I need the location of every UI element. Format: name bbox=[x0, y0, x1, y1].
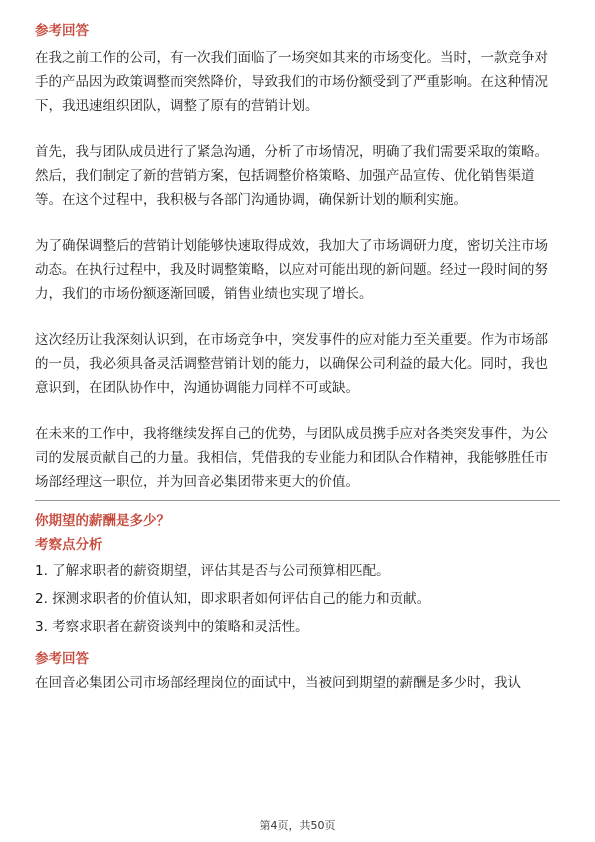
paragraph: 为了确保调整后的营销计划能够快速取得成效，我加大了市场调研力度，密切关注市场动态。在执行过程中，我及时调整策略，以应对可能出现的新问题。经过一段时间的努力，我们的市场份额逐渐回暖，销售业绩也实现了增长。 bbox=[35, 238, 548, 302]
paragraph: 这次经历让我深刻认识到，在市场竞争中，突发事件的应对能力至关重要。作为市场部的一员，我必须具备灵活调整营销计划的能力，以确保公司利益的最大化。同时，我也意识到，在团队协作中，沟通协调能力同样不可或缺。 bbox=[35, 332, 548, 396]
analysis-point: 3. 考察求职者在薪资谈判中的策略和灵活性。 bbox=[35, 619, 309, 635]
answer-label: 参考回答 bbox=[35, 23, 89, 39]
paragraph: 在未来的工作中，我将继续发挥自己的优势，与团队成员携手应对各类突发事件，为公司的发展贡献自己的力量。我相信，凭借我的专业能力和团队合作精神，我能够胜任市场部经理这一职位，并为回音必集团带来更大的价值。 bbox=[35, 426, 548, 490]
analysis-label: 考察点分析 bbox=[35, 537, 103, 553]
page-indicator: 第4页，共50页 bbox=[259, 819, 336, 832]
document-body bbox=[35, 20, 560, 695]
paragraph: 在我之前工作的公司，有一次我们面临了一场突如其来的市场变化。当时，一款竞争对手的产品因为政策调整而突然降价，导致我们的市场份额受到了严重影响。在这种情况下，我迅速组织团队，调整了原有的营销计划。 bbox=[35, 50, 548, 114]
section-divider bbox=[35, 500, 560, 501]
question-title: 你期望的薪酬是多少？ bbox=[35, 513, 170, 529]
analysis-point: 2. 探测求职者的价值认知，即求职者如何评估自己的能力和贡献。 bbox=[35, 591, 431, 607]
paragraph: 在回音必集团公司市场部经理岗位的面试中，当被问到期望的薪酬是多少时，我认 bbox=[35, 675, 521, 691]
paragraph: 首先，我与团队成员进行了紧急沟通，分析了市场情况，明确了我们需要采取的策略。然后，我们制定了新的营销方案，包括调整价格策略、加强产品宣传、优化销售渠道等。在这个过程中，我积极与各部门沟通协调，确保新计划的顺利实施。 bbox=[35, 144, 548, 208]
answer-label: 参考回答 bbox=[35, 651, 89, 667]
analysis-point: 1. 了解求职者的薪资期望，评估其是否与公司预算相匹配。 bbox=[35, 563, 390, 579]
